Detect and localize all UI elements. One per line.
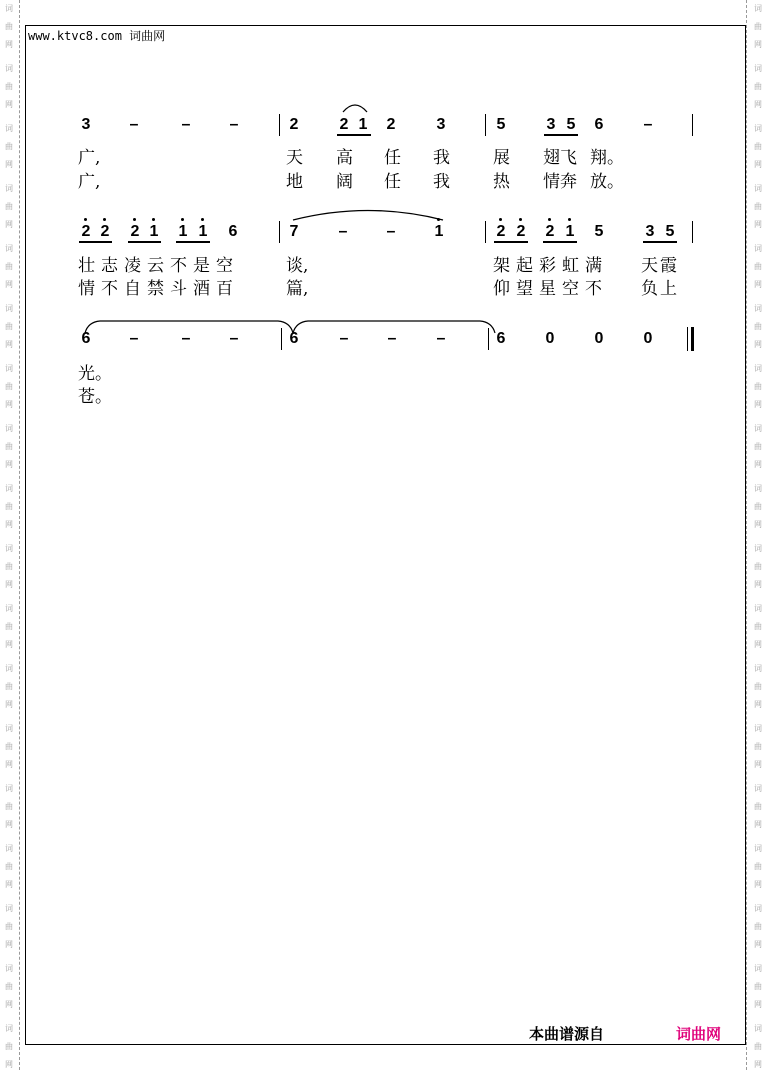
watermark-group (0, 660, 18, 714)
lyric: 架起彩虹满 (493, 256, 608, 276)
watermark-char: 网 (754, 760, 762, 769)
note: 3 (645, 223, 655, 240)
note: – (181, 116, 191, 133)
lyric: 翅飞 (543, 148, 577, 168)
watermark-char: 曲 (754, 442, 762, 451)
watermark-char: 词 (754, 604, 762, 613)
watermark-char: 网 (754, 400, 762, 409)
underline-beam (543, 241, 577, 243)
watermark-char: 曲 (5, 322, 13, 331)
watermark-char: 词 (754, 844, 762, 853)
watermark-char: 词 (754, 1024, 762, 1033)
watermark-char: 词 (754, 304, 762, 313)
watermark-group (0, 540, 18, 594)
watermark-char: 词 (5, 484, 13, 493)
note: 6 (228, 223, 238, 240)
note: – (386, 223, 396, 240)
watermark-group (0, 60, 18, 114)
lyric: 任 (384, 172, 401, 192)
watermark-char: 词 (5, 364, 13, 373)
watermark-char: 网 (754, 40, 762, 49)
watermark-group (749, 900, 767, 954)
watermark-char: 曲 (754, 922, 762, 931)
watermark-group (749, 1020, 767, 1074)
note: 1 (147, 224, 161, 240)
watermark-char: 曲 (754, 742, 762, 751)
watermark-char: 网 (5, 280, 13, 289)
watermark-char: 词 (754, 904, 762, 913)
watermark-char: 曲 (754, 202, 762, 211)
bar-line (692, 221, 693, 243)
final-bar-thick (691, 327, 694, 351)
watermark-char: 词 (754, 724, 762, 733)
note: 6 (496, 330, 506, 347)
lyric: 热 (493, 172, 510, 192)
watermark-char: 曲 (5, 382, 13, 391)
watermark-char: 网 (5, 160, 13, 169)
watermark-char: 词 (754, 664, 762, 673)
note: – (339, 330, 349, 347)
note: – (229, 330, 239, 347)
source-site-link[interactable]: 词曲网 (676, 1025, 722, 1043)
bar-line (485, 221, 486, 243)
watermark-group (749, 360, 767, 414)
underline-beam (544, 134, 578, 136)
watermark-char: 词 (5, 64, 13, 73)
final-bar-thin (687, 327, 688, 351)
note: 5 (665, 223, 675, 240)
watermark-char: 曲 (5, 1042, 13, 1051)
lyric: 任 (384, 148, 401, 168)
watermark-char: 词 (5, 424, 13, 433)
bar-line (692, 114, 693, 136)
watermark-char: 词 (5, 124, 13, 133)
watermark-char: 词 (5, 724, 13, 733)
lyric: 苍。 (78, 387, 112, 407)
watermark-char: 曲 (754, 622, 762, 631)
note: 0 (643, 330, 653, 347)
watermark-char: 曲 (754, 1042, 762, 1051)
lyric: 壮志凌云不是空 (78, 256, 239, 276)
bar-line (281, 328, 282, 350)
note: – (387, 330, 397, 347)
note: 0 (545, 330, 555, 347)
tie-arc (342, 101, 368, 113)
underline-beam (79, 241, 112, 243)
watermark-char: 网 (5, 880, 13, 889)
watermark-group (0, 780, 18, 834)
watermark-char: 网 (754, 100, 762, 109)
watermark-char: 网 (754, 940, 762, 949)
watermark-char: 网 (5, 1060, 13, 1069)
note: 1 (358, 116, 368, 133)
watermark-char: 网 (5, 700, 13, 709)
bar-line (279, 221, 280, 243)
watermark-char: 曲 (754, 502, 762, 511)
watermark-group (0, 960, 18, 1014)
watermark-char: 网 (754, 280, 762, 289)
watermark-char: 曲 (5, 442, 13, 451)
watermark-group (0, 240, 18, 294)
watermark-group (749, 960, 767, 1014)
note: 7 (289, 223, 299, 240)
watermark-group (749, 120, 767, 174)
watermark-char: 网 (5, 340, 13, 349)
watermark-char: 词 (5, 304, 13, 313)
watermark-char: 词 (754, 484, 762, 493)
right-watermark-column (749, 0, 767, 1070)
note: 6 (289, 330, 299, 347)
watermark-char: 词 (754, 364, 762, 373)
watermark-char: 网 (5, 460, 13, 469)
watermark-char: 词 (5, 544, 13, 553)
lyric: 广, (78, 172, 101, 192)
note: 2 (386, 116, 396, 133)
watermark-char: 词 (5, 904, 13, 913)
watermark-char: 曲 (5, 262, 13, 271)
watermark-group (0, 0, 18, 54)
watermark-char: 词 (5, 784, 13, 793)
watermark-char: 曲 (5, 682, 13, 691)
lyric: 光。 (78, 364, 112, 384)
watermark-group (749, 840, 767, 894)
note: – (436, 330, 446, 347)
lyric: 仰望星空不 (493, 279, 608, 299)
note: 5 (594, 223, 604, 240)
note: 2 (128, 224, 142, 240)
watermark-char: 词 (754, 4, 762, 13)
watermark-group (0, 720, 18, 774)
watermark-char: 网 (5, 520, 13, 529)
watermark-char: 曲 (754, 22, 762, 31)
note: – (338, 223, 348, 240)
watermark-char: 词 (754, 64, 762, 73)
note: 5 (496, 116, 506, 133)
note: 2 (514, 224, 528, 240)
watermark-char: 网 (754, 520, 762, 529)
lyric: 天 (286, 148, 303, 168)
lyric: 广, (78, 148, 101, 168)
lyric: 情不自禁斗酒百 (78, 279, 239, 299)
watermark-char: 曲 (5, 922, 13, 931)
watermark-char: 词 (754, 784, 762, 793)
watermark-char: 网 (754, 340, 762, 349)
left-watermark-column (0, 0, 18, 1070)
watermark-group (749, 600, 767, 654)
note: 1 (176, 224, 190, 240)
watermark-char: 网 (5, 40, 13, 49)
bar-line (279, 114, 280, 136)
watermark-group (0, 180, 18, 234)
note: 6 (81, 330, 91, 347)
watermark-group (749, 0, 767, 54)
watermark-char: 曲 (5, 742, 13, 751)
watermark-char: 曲 (754, 862, 762, 871)
note: 5 (566, 116, 576, 133)
watermark-char: 曲 (754, 322, 762, 331)
lyric: 天霞 (641, 256, 679, 276)
watermark-char: 曲 (754, 682, 762, 691)
watermark-group (749, 780, 767, 834)
underline-beam (337, 134, 371, 136)
watermark-char: 网 (5, 220, 13, 229)
underline-beam (128, 241, 161, 243)
watermark-char: 词 (754, 244, 762, 253)
watermark-char: 曲 (5, 982, 13, 991)
lyric: 展 (493, 148, 510, 168)
watermark-char: 网 (754, 220, 762, 229)
watermark-char: 网 (754, 880, 762, 889)
watermark-group (749, 540, 767, 594)
lyric: 高 (336, 148, 353, 168)
note: – (643, 116, 653, 133)
lyric: 阔 (336, 172, 353, 192)
watermark-group (0, 480, 18, 534)
watermark-char: 词 (754, 124, 762, 133)
watermark-char: 词 (754, 544, 762, 553)
watermark-char: 曲 (5, 502, 13, 511)
watermark-char: 曲 (754, 382, 762, 391)
watermark-char: 网 (754, 460, 762, 469)
watermark-group (0, 600, 18, 654)
note: 0 (594, 330, 604, 347)
note: 3 (81, 116, 91, 133)
note: 2 (339, 116, 349, 133)
lyric: 我 (433, 148, 450, 168)
note: – (229, 116, 239, 133)
watermark-char: 网 (5, 400, 13, 409)
lyric: 我 (433, 172, 450, 192)
watermark-group (749, 180, 767, 234)
watermark-char: 词 (5, 964, 13, 973)
watermark-char: 网 (5, 820, 13, 829)
watermark-group (0, 840, 18, 894)
note: 2 (543, 224, 557, 240)
watermark-char: 网 (754, 1060, 762, 1069)
lyric: 负上 (641, 279, 679, 299)
note: – (129, 330, 139, 347)
watermark-group (749, 420, 767, 474)
watermark-char: 网 (5, 940, 13, 949)
watermark-char: 词 (754, 964, 762, 973)
watermark-char: 词 (754, 424, 762, 433)
watermark-group (749, 300, 767, 354)
underline-beam (494, 241, 528, 243)
slur-arc (292, 207, 444, 221)
watermark-group (0, 300, 18, 354)
watermark-char: 词 (5, 244, 13, 253)
watermark-group (0, 1020, 18, 1074)
watermark-char: 网 (5, 1000, 13, 1009)
watermark-char: 网 (754, 640, 762, 649)
watermark-char: 词 (5, 184, 13, 193)
lyric: 情奔 (543, 172, 577, 192)
watermark-char: 曲 (5, 22, 13, 31)
note: 2 (494, 224, 508, 240)
watermark-group (749, 480, 767, 534)
note: 1 (196, 224, 210, 240)
watermark-char: 网 (5, 100, 13, 109)
watermark-char: 词 (5, 1024, 13, 1033)
note: 2 (79, 224, 93, 240)
lyric: 翔。 (590, 148, 624, 168)
watermark-char: 曲 (5, 82, 13, 91)
watermark-char: 词 (5, 4, 13, 13)
lyric: 谈, (286, 256, 309, 276)
watermark-char: 曲 (754, 562, 762, 571)
bar-line (485, 114, 486, 136)
watermark-char: 网 (754, 160, 762, 169)
lyric: 地 (286, 172, 303, 192)
watermark-group (0, 360, 18, 414)
watermark-char: 网 (754, 580, 762, 589)
note: 1 (563, 224, 577, 240)
watermark-char: 曲 (754, 982, 762, 991)
watermark-group (0, 420, 18, 474)
watermark-char: 词 (754, 184, 762, 193)
note: 2 (289, 116, 299, 133)
lyric: 放。 (590, 172, 624, 192)
watermark-char: 曲 (5, 562, 13, 571)
underline-beam (176, 241, 210, 243)
watermark-char: 曲 (754, 262, 762, 271)
source-label: 本曲谱源自 (529, 1025, 605, 1043)
note: 1 (432, 224, 446, 240)
watermark-char: 网 (754, 1000, 762, 1009)
watermark-group (0, 120, 18, 174)
watermark-char: 网 (5, 640, 13, 649)
watermark-char: 曲 (5, 202, 13, 211)
watermark-char: 词 (5, 604, 13, 613)
watermark-char: 曲 (754, 142, 762, 151)
watermark-group (0, 900, 18, 954)
watermark-char: 网 (754, 700, 762, 709)
watermark-group (749, 60, 767, 114)
watermark-char: 曲 (5, 142, 13, 151)
watermark-group (749, 660, 767, 714)
note: 6 (594, 116, 604, 133)
watermark-group (749, 240, 767, 294)
note: – (129, 116, 139, 133)
watermark-char: 网 (754, 820, 762, 829)
watermark-char: 曲 (754, 82, 762, 91)
note: – (181, 330, 191, 347)
underline-beam (643, 241, 677, 243)
watermark-group (749, 720, 767, 774)
watermark-char: 曲 (754, 802, 762, 811)
watermark-char: 曲 (5, 802, 13, 811)
lyric: 篇, (286, 279, 309, 299)
bar-line (488, 328, 489, 350)
note: 2 (98, 224, 112, 240)
note: 3 (436, 116, 446, 133)
site-url: www.ktvc8.com 词曲网 (28, 29, 166, 43)
watermark-char: 词 (5, 664, 13, 673)
watermark-char: 曲 (5, 862, 13, 871)
watermark-char: 词 (5, 844, 13, 853)
note: 3 (546, 116, 556, 133)
watermark-char: 网 (5, 760, 13, 769)
watermark-char: 曲 (5, 622, 13, 631)
watermark-char: 网 (5, 580, 13, 589)
